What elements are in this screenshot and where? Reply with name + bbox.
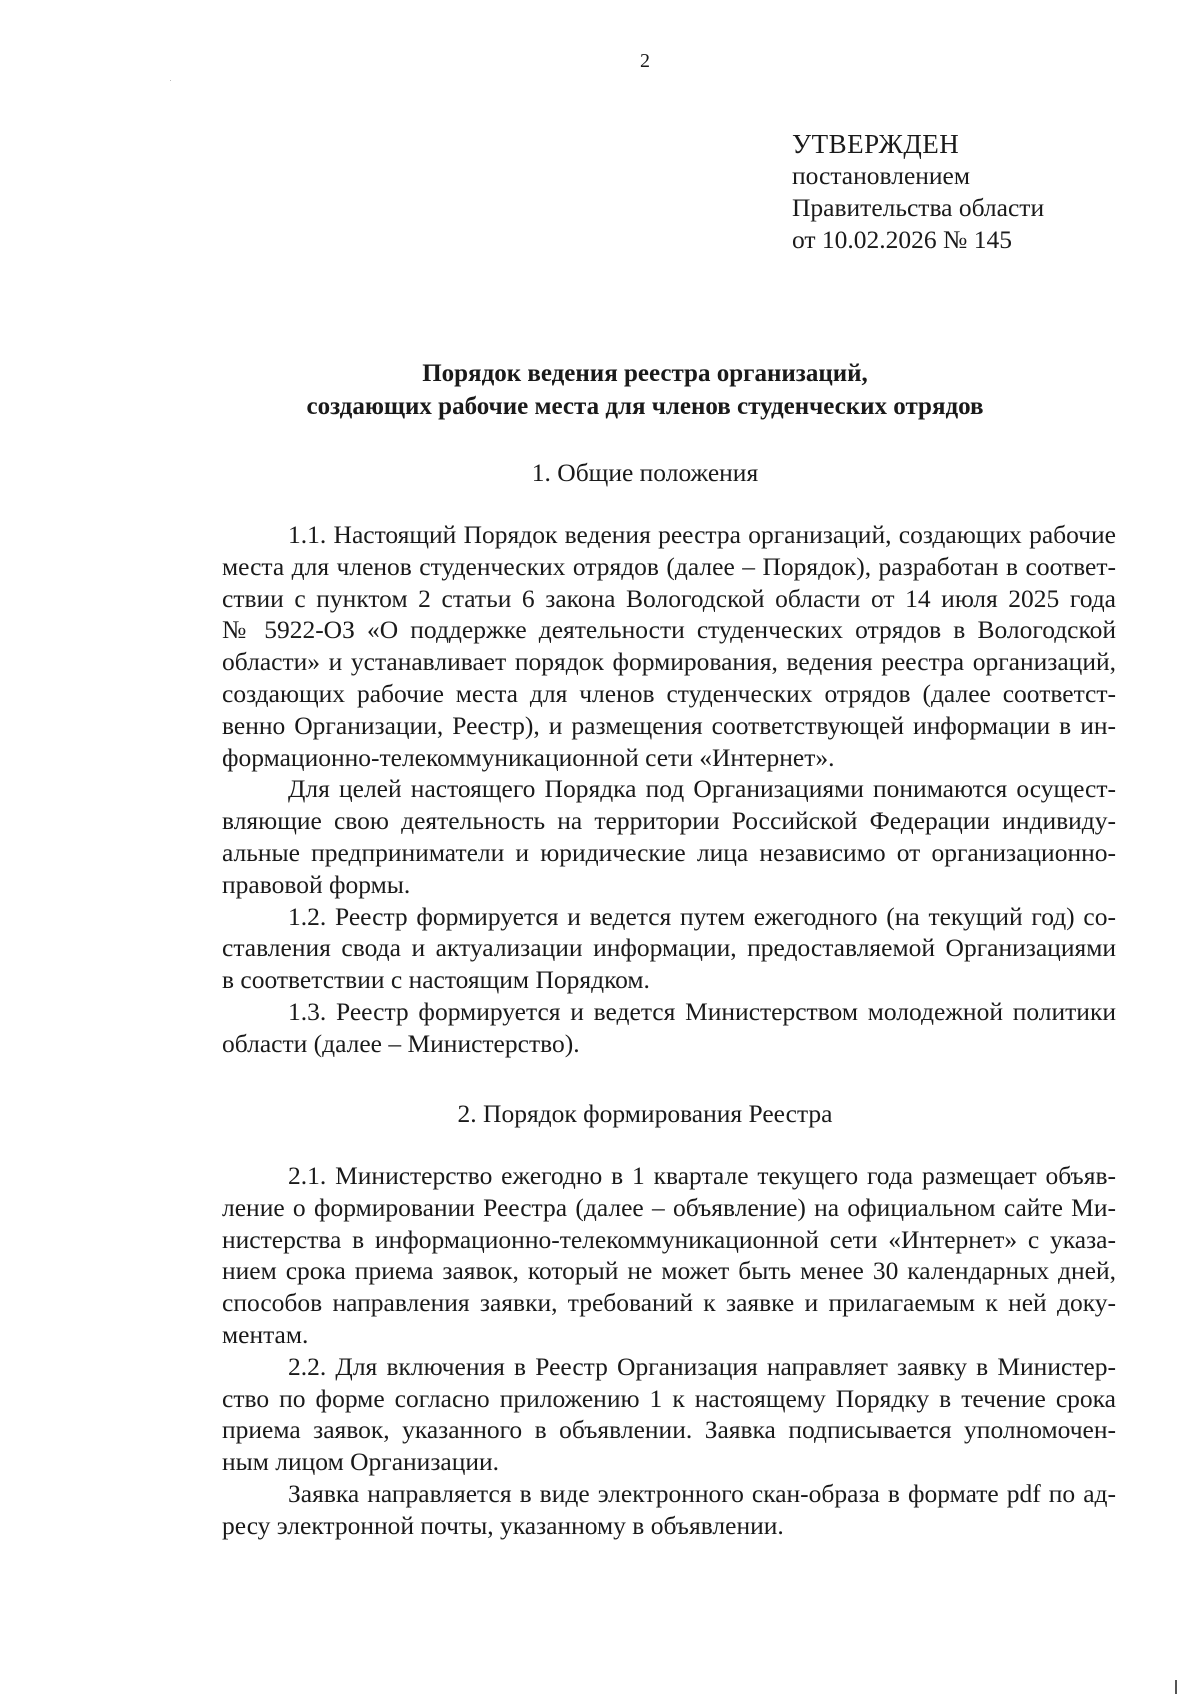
text-line: 2.1. Министерство ежегодно в 1 квартале текущего года размещает объяв- [288, 1161, 1116, 1190]
text-line: ствии с пунктом 2 статьи 6 закона Вологодской области от 14 июля 2025 года [222, 583, 1116, 613]
scan-speck [170, 80, 171, 81]
text-line: способов направления заявки, требований к заявке и прилагаемым к ней доку- [222, 1288, 1116, 1318]
text-line: Заявка направляется в виде электронного скан-образа в формате pdf по ад- [288, 1478, 1116, 1508]
document-title-line: Порядок ведения реестра организаций, [422, 360, 868, 387]
paragraph [156, 901, 1116, 996]
paragraph [156, 1160, 1116, 1351]
scan-edge-mark [1175, 1680, 1177, 1694]
text-line: ным лицом Организации. [222, 1447, 500, 1477]
text-line: в соответствии с настоящим Порядком. [222, 965, 650, 995]
text-line: 2.2. Для включения в Реестр Организация направляет заявку в Министер- [288, 1351, 1116, 1381]
paragraph [156, 996, 1116, 1060]
text-line: нием срока приема заявок, который не может быть менее 30 календарных дней, [222, 1256, 1116, 1286]
text-line: правовой формы. [222, 869, 411, 899]
text-line: 1.2. Реестр формируется и ведется путем ежегодного (на текущий год) со- [288, 901, 1116, 931]
text-line: ство по форме согласно приложению 1 к настоящему Порядку в течение срока [222, 1383, 1116, 1413]
text-line: области (далее – Министерство). [222, 1028, 580, 1058]
text-line: альные предприниматели и юридические лица независимо от организационно- [222, 837, 1116, 867]
text-line: ление о формировании Реестра (далее – объявление) на официальном сайте Ми- [222, 1192, 1116, 1222]
text-line: 1.3. Реестр формируется и ведется Министерством молодежной политики [288, 996, 1116, 1026]
approval-line: Правительства области [792, 193, 1045, 222]
paragraph [156, 773, 1116, 900]
text-line: ресу электронной почты, указанному в объявлении. [222, 1510, 784, 1540]
section-body [156, 1160, 1116, 1542]
text-line: ставления свода и актуализации информации, предоставляемой Организациями [222, 933, 1116, 963]
text-line: формационно-телекоммуникационной сети «Интернет». [222, 742, 835, 772]
text-line: создающих рабочие места для членов студенческих отрядов (далее соответст- [222, 678, 1116, 708]
text-line: приема заявок, указанного в объявлении. Заявка подписывается уполномочен- [222, 1415, 1116, 1445]
paragraph [156, 1478, 1116, 1542]
paragraph [156, 519, 1116, 773]
approval-line: постановлением [792, 161, 971, 190]
text-line: места для членов студенческих отрядов (далее – Порядок), разработан в соответ- [222, 551, 1116, 581]
paragraph [156, 1351, 1116, 1478]
page-number: 2 [640, 50, 650, 72]
approval-block [792, 128, 1044, 256]
document-title-line: создающих рабочие места для членов студенческих отрядов [306, 393, 984, 420]
document-title [0, 357, 1200, 423]
text-line: Для целей настоящего Порядка под Организациями понимаются осущест- [288, 774, 1116, 804]
text-line: 1.1. Настоящий Порядок ведения реестра организаций, создающих рабочие [288, 520, 1116, 549]
section-body [156, 519, 1116, 1060]
text-line: венно Организации, Реестр), и размещения соответствующей информации в ин- [222, 710, 1116, 740]
text-line: ментам. [222, 1319, 309, 1349]
section-heading: 2. Порядок формирования Реестра [457, 1099, 833, 1128]
text-line: № 5922-ОЗ «О поддержке деятельности студенческих отрядов в Вологодской [222, 615, 1116, 645]
text-line: нистерства в информационно-телекоммуникационной сети «Интернет» с указа- [222, 1224, 1116, 1254]
approval-date-number: от 10.02.2026 № 145 [792, 225, 1013, 254]
text-line: области» и устанавливает порядок формирования, ведения реестра организаций, [222, 647, 1116, 677]
approval-title: УТВЕРЖДЕН [792, 129, 960, 159]
text-line: вляющие свою деятельность на территории Российской Федерации индивиду- [222, 806, 1116, 836]
section-heading: 1. Общие положения [531, 458, 759, 487]
